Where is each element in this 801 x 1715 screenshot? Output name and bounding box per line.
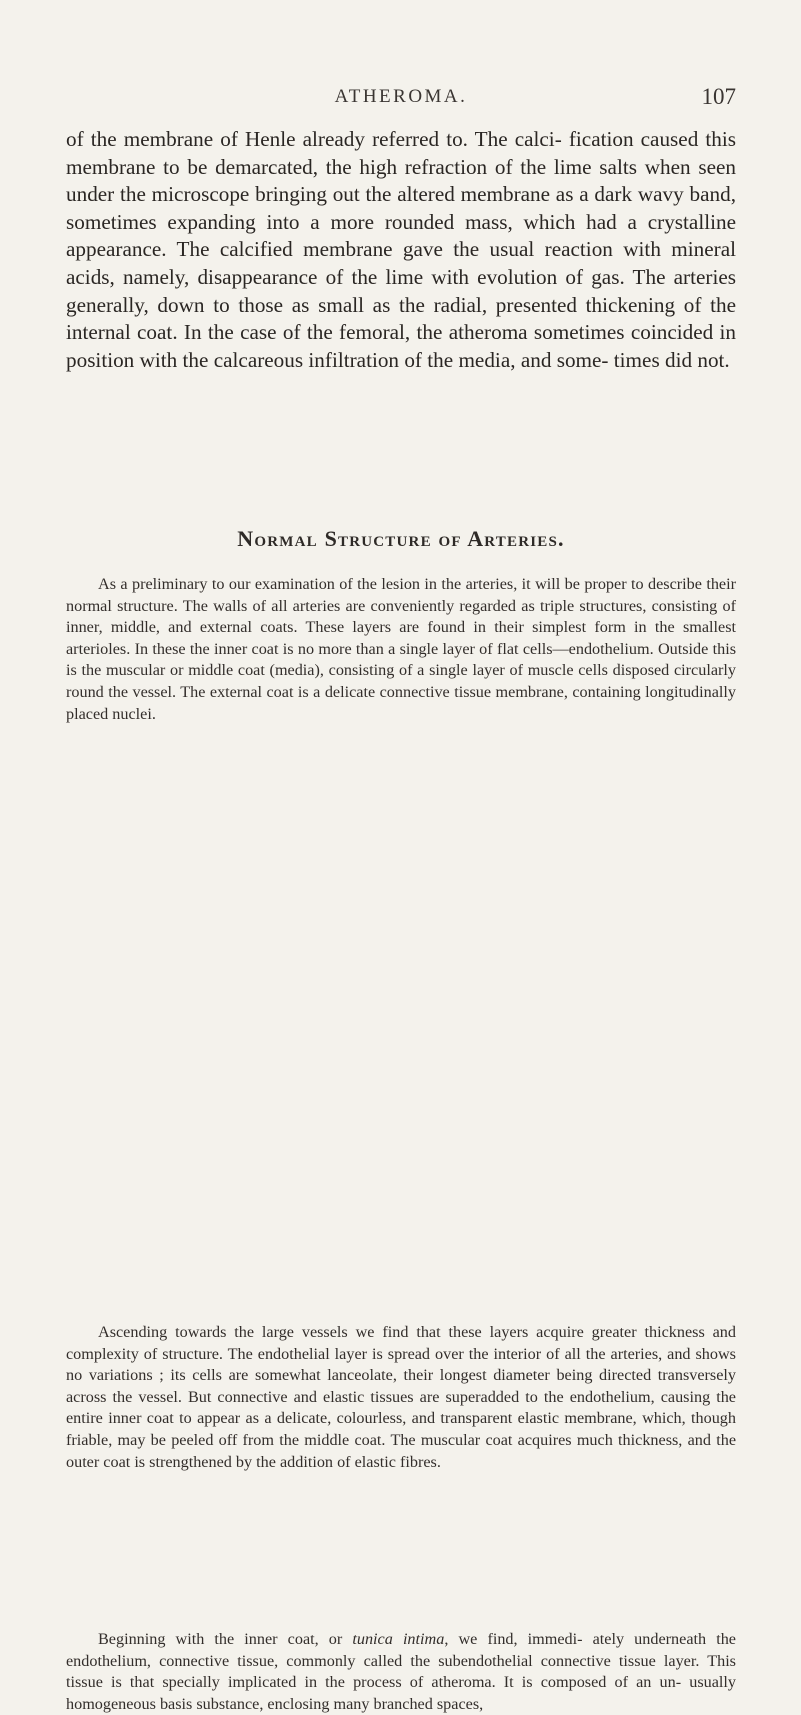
- paragraph-text-end: , we find, immedi- ately underneath the endothelium, connective tissue, commonly called the subendothelial connective tissue layer. This tissue is that specially implicated in the process of atheroma. It is composed of an un- usually homogeneous basis substance, enclosing many branched spaces,: [66, 1630, 736, 1713]
- section-paragraph-3: [66, 1629, 736, 1715]
- page-number: 107: [701, 84, 736, 109]
- running-head: [66, 84, 736, 114]
- paragraph-text-start: Beginning with the inner coat, or: [98, 1630, 353, 1648]
- section-paragraph-2: Ascending towards the large vessels we find that these layers acquire greater thickness and complexity of structure. The endothelial layer is spread over the interior of all the arteries, and shows no variations ; its cells are somewhat lanceolate, their longest diameter being directed transversely across the vessel. But connective and elastic tissues are superadded to the endothelium, causing the entire inner coat to appear as a delicate, colourless, and transparent elastic membrane, which, though friable, may be peeled off from the middle coat. The muscular coat acquires much thickness, and the outer coat is strengthened by the addition of elastic fibres.: [66, 1323, 736, 1471]
- section-paragraph-1: As a preliminary to our examination of the lesion in the arteries, it will be proper to describe their normal structure. The walls of all arteries are conveniently regarded as triple structures, consisting of inner, middle, and external coats. These layers are found in their simplest form in the smallest arterioles. In these the inner coat is no more than a single layer of flat cells—endothelium. Outside this is the muscular or middle coat (media), consisting of a single layer of muscle cells disposed circularly round the vessel. The external coat is a delicate connective tissue membrane, containing longitudinally placed nuclei.: [66, 575, 736, 723]
- italic-term: tunica intima: [352, 1630, 445, 1648]
- section-heading: Normal Structure of Arteries.: [237, 526, 565, 551]
- running-title: ATHEROMA.: [334, 86, 468, 107]
- continued-paragraph: of the membrane of Henle already referred to. The calci- fication caused this membrane to be demarcated, the high refraction of the lime salts when seen under the microscope bringing out the altered membrane as a dark wavy band, sometimes expanding into a more rounded mass, which had a crystalline appearance. The calcified membrane gave the usual reaction with mineral acids, namely, disappearance of the lime with evolution of gas. The arteries generally, down to those as small as the radial, presented thickening of the internal coat. In the case of the femoral, the atheroma sometimes coincided in position with the calcareous infiltration of the media, and some- times did not.: [66, 127, 736, 372]
